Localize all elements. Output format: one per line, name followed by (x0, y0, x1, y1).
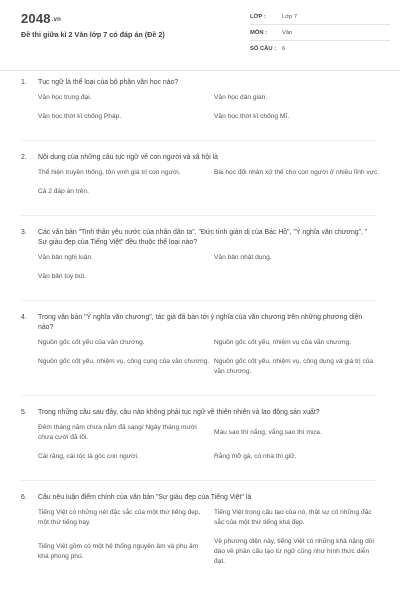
option-a[interactable]: Văn bản nghị luận. (38, 254, 93, 261)
option-d[interactable]: Nguồn gốc cốt yếu, nhiệm vụ, công dụng và giá trị của văn chương. (214, 358, 374, 375)
meta-row-class (250, 13, 390, 25)
page-title: Đề thi giữa kì 2 Văn lớp 7 có đáp án (Đề 2) (21, 30, 165, 39)
option-list (38, 418, 376, 466)
question-3 (0, 228, 400, 286)
option-d[interactable]: Về phương diện này, tiếng Việt có những khả năng dồi dào về phần cấu tạo từ ngữ cũng như hình thức diễn đạt. (214, 538, 374, 565)
divider (21, 215, 376, 216)
divider (21, 300, 376, 301)
question-text: Các văn bản "Tinh thần yêu nước của nhân dân ta", "Đức tính giản dị của Bác Hồ", "Ý nghĩa văn chương", " Sự giàu đẹp của Tiếng Việt" đều thuộc thể loại nào? (38, 229, 368, 246)
meta-value: 6 (282, 46, 286, 52)
meta-info (250, 13, 390, 60)
option-list (38, 88, 376, 126)
question-text: Tục ngữ là thể loại của bộ phận văn học nào? (38, 79, 179, 86)
option-d[interactable]: Văn học thời kì chống Mĩ. (214, 113, 290, 120)
option-c[interactable]: Tiếng Việt gồm có một hệ thống nguyên âm và phụ âm khá phong phú. (38, 543, 199, 560)
option-c[interactable]: Văn bản tùy bút. (38, 273, 87, 280)
question-1 (0, 78, 400, 126)
meta-value: Văn (282, 30, 293, 36)
question-number: 1. (21, 79, 27, 86)
question-5 (0, 408, 400, 466)
question-list (0, 78, 400, 585)
logo-suffix: .vn (51, 17, 62, 23)
question-text: Nội dung của những câu tục ngữ về con người và xã hội là (38, 154, 219, 161)
option-d[interactable]: Rằng mỡ gà, có nhà thì giữ. (214, 453, 297, 460)
option-b[interactable]: Mau sao thì nắng, vắng sao thì mưa. (214, 429, 322, 436)
option-c[interactable]: Nguồn gốc cốt yếu, nhiệm vụ, công cụng của văn chương. (38, 358, 210, 365)
meta-row-subject (250, 29, 390, 41)
meta-key: LỚP : (250, 14, 266, 20)
divider (21, 395, 376, 396)
option-c[interactable]: Cả 2 đáp án trên. (38, 188, 89, 195)
divider (21, 140, 376, 141)
meta-value: Lớp 7 (282, 14, 298, 20)
logo-main: 2048 (21, 11, 51, 26)
meta-key: SỐ CÂU : (250, 46, 277, 52)
option-b[interactable]: Văn bản nhật dụng. (214, 254, 272, 261)
question-6 (0, 493, 400, 571)
option-list (38, 248, 376, 286)
option-b[interactable]: Văn học dân gian. (214, 94, 268, 101)
option-a[interactable]: Thể hiện truyền thống, tôn vinh giá trị con người. (38, 169, 181, 176)
option-a[interactable]: Nguồn gốc cốt yếu của văn chương. (38, 339, 145, 346)
option-c[interactable]: Văn học thời kì chống Pháp. (38, 113, 122, 120)
site-logo[interactable] (21, 11, 61, 26)
question-number: 6. (21, 494, 27, 501)
question-number: 5. (21, 409, 27, 416)
question-text: Trong những câu sau đây, câu nào không phải tục ngữ về thiên nhiên và lao động sản xuất? (38, 409, 320, 416)
meta-key: MÔN : (250, 30, 268, 36)
question-number: 4. (21, 314, 27, 321)
question-4 (0, 313, 400, 381)
question-2 (0, 153, 400, 201)
option-a[interactable]: Tiếng Việt có những nét đặc sắc của một thứ tiếng đẹp, một thứ tiếng hay. (38, 509, 201, 526)
divider (21, 480, 376, 481)
question-number: 3. (21, 229, 27, 236)
option-c[interactable]: Cái răng, cái tóc là góc con người. (38, 453, 139, 460)
header (0, 0, 400, 71)
option-list (38, 503, 376, 571)
option-list (38, 163, 380, 201)
option-list (38, 333, 376, 381)
meta-row-count (250, 45, 390, 56)
option-a[interactable]: Đêm tháng năm chưa nằm đã sang/ Ngày tháng mười chưa cười đã tối. (38, 424, 197, 441)
question-text: Câu nêu luận điểm chính của văn bản "Sự giàu đẹp của Tiếng Việt" là (38, 494, 252, 501)
question-text: Trong văn bản "Ý nghĩa văn chương", tác giả đã bàn tới ý nghĩa của văn chương trên những phương diện nào? (38, 314, 363, 331)
question-number: 2. (21, 154, 27, 161)
option-b[interactable]: Tiếng Việt trong cấu tạo của nó, thật sự có những đặc sắc của một thứ tiếng khá đẹp. (214, 509, 372, 526)
option-b[interactable]: Bài học đối nhân xử thế cho con người ở nhiều lĩnh vực. (214, 169, 380, 176)
option-b[interactable]: Nguồn gốc cốt yếu, nhiệm vụ của văn chương. (214, 339, 352, 346)
option-a[interactable]: Văn học trung đại. (38, 94, 92, 101)
